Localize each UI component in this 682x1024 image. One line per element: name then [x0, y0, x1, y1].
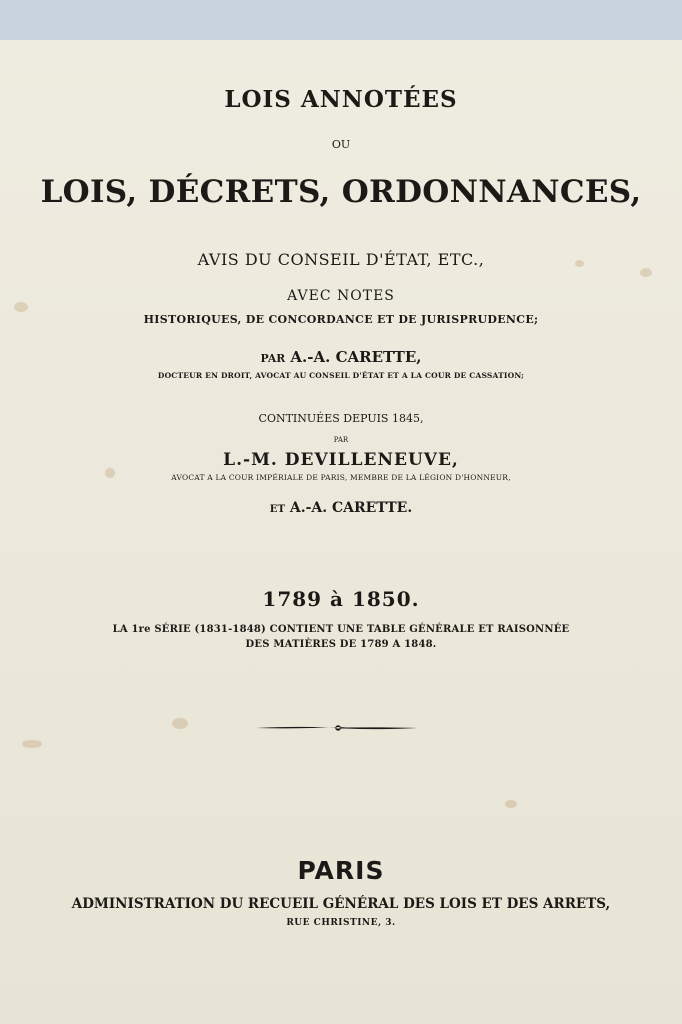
author-1-name: A.-A. CARETTE,: [290, 348, 422, 366]
years-range: 1789 à 1850.: [262, 587, 420, 611]
notes-description: HISTORIQUES, DE CONCORDANCE ET DE JURISPRUDENCE;: [143, 313, 539, 326]
author-2-name: L.-M. DEVILLENEUVE,: [223, 450, 459, 470]
title-lois-annotees: LOIS ANNOTÉES: [224, 86, 458, 113]
ornamental-rule: [256, 722, 418, 734]
foxing-spot: [172, 718, 188, 729]
et-label: ET: [269, 504, 285, 515]
par-label: PAR: [260, 352, 286, 365]
par-label-2: PAR: [333, 436, 349, 444]
author-3: [0, 500, 682, 516]
continued-since: CONTINUÉES DEPUIS 1845,: [258, 412, 424, 425]
word-ou: OU: [331, 138, 351, 151]
address: RUE CHRISTINE, 3.: [286, 918, 396, 928]
author-3-name: A.-A. CARETTE.: [289, 500, 413, 516]
foxing-spot: [640, 268, 652, 277]
foxing-spot: [22, 740, 42, 748]
title-page: [0, 40, 682, 1024]
foxing-spot: [505, 800, 517, 808]
subtitle: AVIS DU CONSEIL D'ÉTAT, ETC.,: [197, 250, 485, 269]
series-note-line-2: DES MATIÈRES DE 1789 A 1848.: [245, 639, 437, 650]
author-1-description: DOCTEUR EN DROIT, AVOCAT AU CONSEIL D'ÉTAT ET A LA COUR DE CASSATION;: [157, 371, 525, 380]
avec-notes: AVEC NOTES: [287, 288, 395, 304]
author-1: [0, 348, 682, 366]
publisher: ADMINISTRATION DU RECUEIL GÉNÉRAL DES LOIS ET DES ARRETS,: [71, 896, 611, 912]
author-2-description: AVOCAT A LA COUR IMPÉRIALE DE PARIS, MEMBRE DE LA LÉGION D'HONNEUR,: [171, 473, 511, 482]
series-note-line-1: LA 1re SÉRIE (1831-1848) CONTIENT UNE TABLE GÉNÉRALE ET RAISONNÉE: [112, 624, 570, 635]
city-paris: PARIS: [297, 856, 385, 885]
main-title: LOIS, DÉCRETS, ORDONNANCES,: [40, 174, 642, 210]
